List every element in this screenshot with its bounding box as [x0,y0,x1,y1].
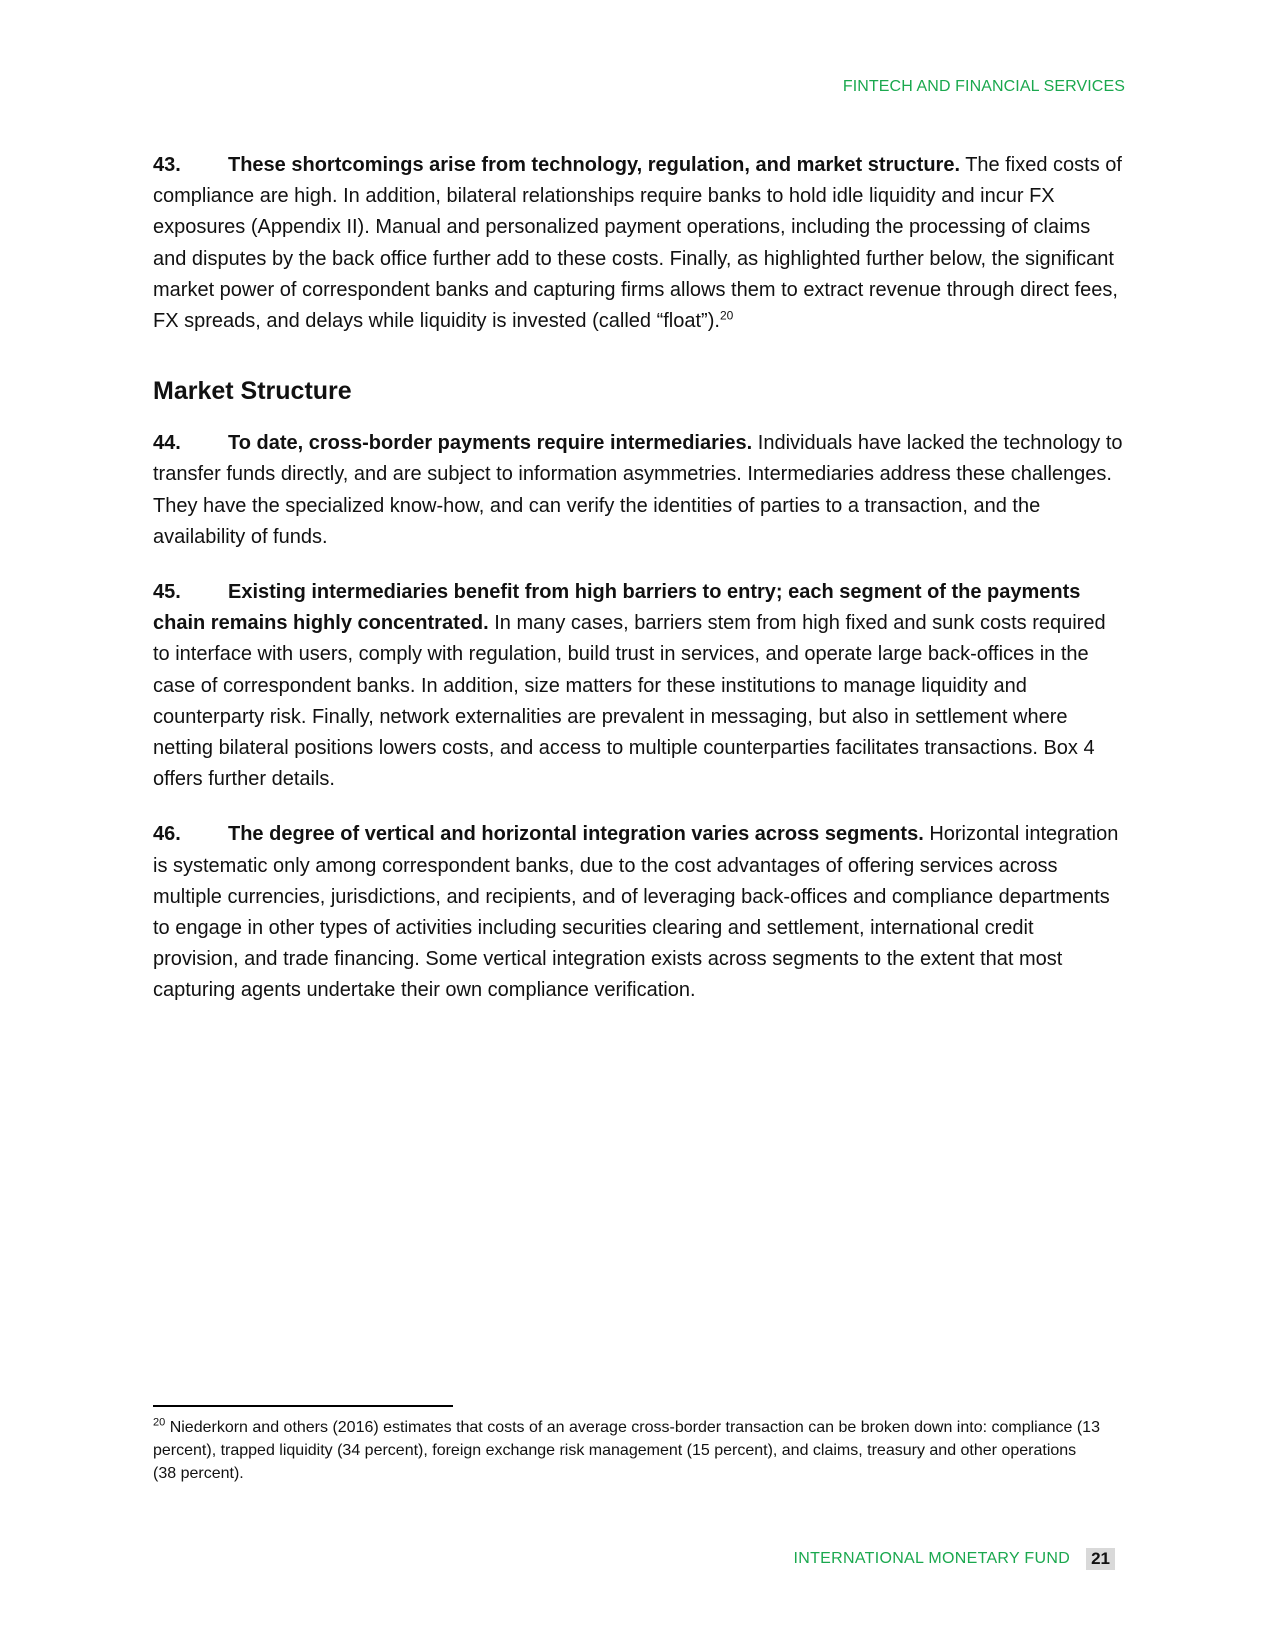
page-number: 21 [1086,1548,1115,1570]
footnote-20 [153,1416,1103,1485]
footnote-reference[interactable]: 20 [719,308,734,323]
paragraph-number: 46. [153,823,181,846]
footnote-marker: 20 [153,1416,166,1429]
paragraph-lead: The degree of vertical and horizontal integration varies across segments. [228,823,924,846]
footnote-text: Niederkorn and others (2016) estimates that costs of an average cross-border transaction can be broken down into: compliance (13 percent), trapped liquidity (34 percent), foreign exchange risk management (15 percent), and claims, treasury and other operations (38 percent). [153,1419,1100,1482]
section-heading: Market Structure [153,377,352,406]
paragraph-body: In many cases, barriers stem from high fixed and sunk costs required to interface with users, comply with regulation, build trust in services, and operate large back-offices in the case of correspondent banks. In addition, size matters for these institutions to manage liquidity and counterparty risk. Finally, network externalities are prevalent in messaging, but also in settlement where netting bilateral positions lowers costs, and access to multiple counterparties facilitates transactions. Box 4 offers further details. [153,612,1106,791]
main-content [153,150,1123,1031]
paragraph-44 [153,428,1123,553]
paragraph-body: Horizontal integration is systematic only among correspondent banks, due to the cost advantages of offering services across multiple currencies, jurisdictions, and recipients, and of leveraging back-offices and compliance departments to engage in other types of activities including securities clearing and settlement, international credit provision, and trade financing. Some vertical integration exists across segments to the extent that most capturing agents undertake their own compliance verification. [153,823,1119,1002]
paragraph-45 [153,577,1123,795]
paragraph-43 [153,150,1123,337]
footnote-divider [153,1405,453,1407]
running-footer [794,1548,1116,1570]
paragraph-46 [153,819,1123,1006]
paragraph-lead: These shortcomings arise from technology, regulation, and market structure. [228,154,961,176]
paragraph-lead: To date, cross-border payments require intermediaries. [228,432,753,455]
paragraph-number: 44. [153,432,181,455]
running-header: FINTECH AND FINANCIAL SERVICES [842,78,1125,95]
footer-organization: INTERNATIONAL MONETARY FUND [793,1550,1071,1567]
paragraph-lead: Existing intermediaries benefit from high barriers to entry; each segment of the payments chain remains highly concentrated. [153,581,1081,635]
paragraph-body: The fixed costs of compliance are high. In addition, bilateral relationships require banks to hold idle liquidity and incur FX exposures (Appendix II). Manual and personalized payment operations, including the processing of claims and disputes by the back office further add to these costs. Finally, as highlighted further below, the significant market power of correspondent banks and capturing firms allows them to extract revenue through direct fees, FX spreads, and delays while liquidity is invested (called “float”). [153,154,1122,333]
paragraph-body: Individuals have lacked the technology to transfer funds directly, and are subject to information asymmetries. Intermediaries address these challenges. They have the specialized know-how, and can verify the identities of parties to a transaction, and the availability of funds. [153,432,1123,548]
paragraph-number: 45. [153,581,181,604]
paragraph-number: 43. [153,154,181,176]
